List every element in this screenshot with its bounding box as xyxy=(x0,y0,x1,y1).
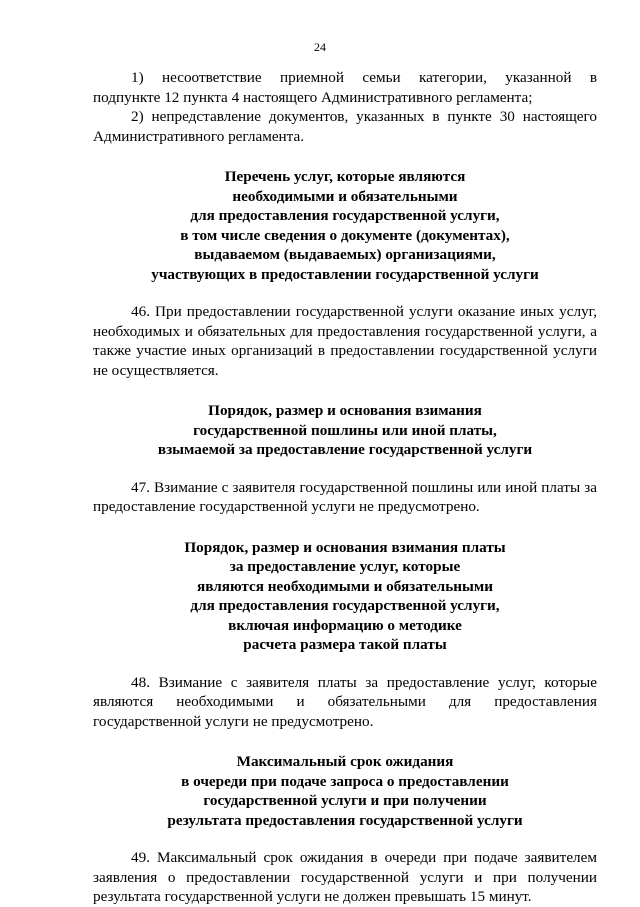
paragraph-47: 47. Взимание с заявителя государственной пошлины или иной платы за предоставление государственной услуги не предусмотрено. xyxy=(93,478,597,515)
heading-line: расчета размера такой платы xyxy=(243,636,447,653)
heading-line: за предоставление услуг, которые xyxy=(229,558,461,575)
heading-line: участвующих в предоставлении государственной услуги xyxy=(151,265,539,283)
heading-services-list xyxy=(93,167,597,284)
heading-service-fee xyxy=(93,538,597,655)
paragraph-48: 48. Взимание с заявителя платы за предоставление услуг, которые являются необходимыми и обязательными для предоставления государственной услуги не предусмотрено. xyxy=(93,673,597,730)
heading-line: являются необходимыми и обязательными xyxy=(197,577,493,595)
item-2-line-1: 2) непредставление документов, указанных в пункте 30 настоящего xyxy=(131,108,597,125)
heading-line: Перечень услуг, которые являются xyxy=(224,168,466,185)
heading-line: включая информацию о методике xyxy=(228,616,462,634)
heading-line: в том числе сведения о документе (документах), xyxy=(180,226,510,244)
heading-state-fee xyxy=(93,401,597,460)
heading-line: результата предоставления государственной услуги xyxy=(167,811,523,829)
heading-line: выдаваемом (выдаваемых) организациями, xyxy=(194,246,496,263)
paragraph-46: 46. При предоставлении государственной услуги оказание иных услуг, необходимых и обязательных для предоставления государственной услуги, а также участие иных организаций в предоставлении государственной услуги не осуществляется. xyxy=(93,303,597,379)
heading-line: Порядок, размер и основания взимания xyxy=(208,402,482,419)
heading-line: взымаемой за предоставление государственной услуги xyxy=(157,441,533,458)
heading-line: в очереди при подаче запроса о предоставлении xyxy=(181,772,509,790)
document-body xyxy=(93,68,597,907)
paragraph-49: 49. Максимальный срок ожидания в очереди при подаче заявителем заявления о предоставлении государственной услуги и при получении результата государственной услуги не должен превышать 15 минут. xyxy=(93,849,597,905)
heading-line: Порядок, размер и основания взимания платы xyxy=(184,538,506,556)
heading-line: необходимыми и обязательными xyxy=(232,187,458,205)
heading-line: для предоставления государственной услуги, xyxy=(190,597,500,614)
page-number: 24 xyxy=(314,40,326,54)
item-2-line-2: Административного регламента. xyxy=(93,127,305,145)
item-1-line-1: 1) несоответствие приемной семьи категории, указанной в xyxy=(131,69,597,86)
heading-line: государственной услуги и при получении xyxy=(203,792,487,809)
heading-waiting-time xyxy=(93,752,597,830)
item-1-line-2: подпункте 12 пункта 4 настоящего Административного регламента; xyxy=(93,88,533,106)
heading-line: Максимальный срок ожидания xyxy=(236,753,454,770)
heading-line: государственной пошлины или иной платы, xyxy=(193,421,497,439)
heading-line: для предоставления государственной услуги, xyxy=(190,207,500,224)
